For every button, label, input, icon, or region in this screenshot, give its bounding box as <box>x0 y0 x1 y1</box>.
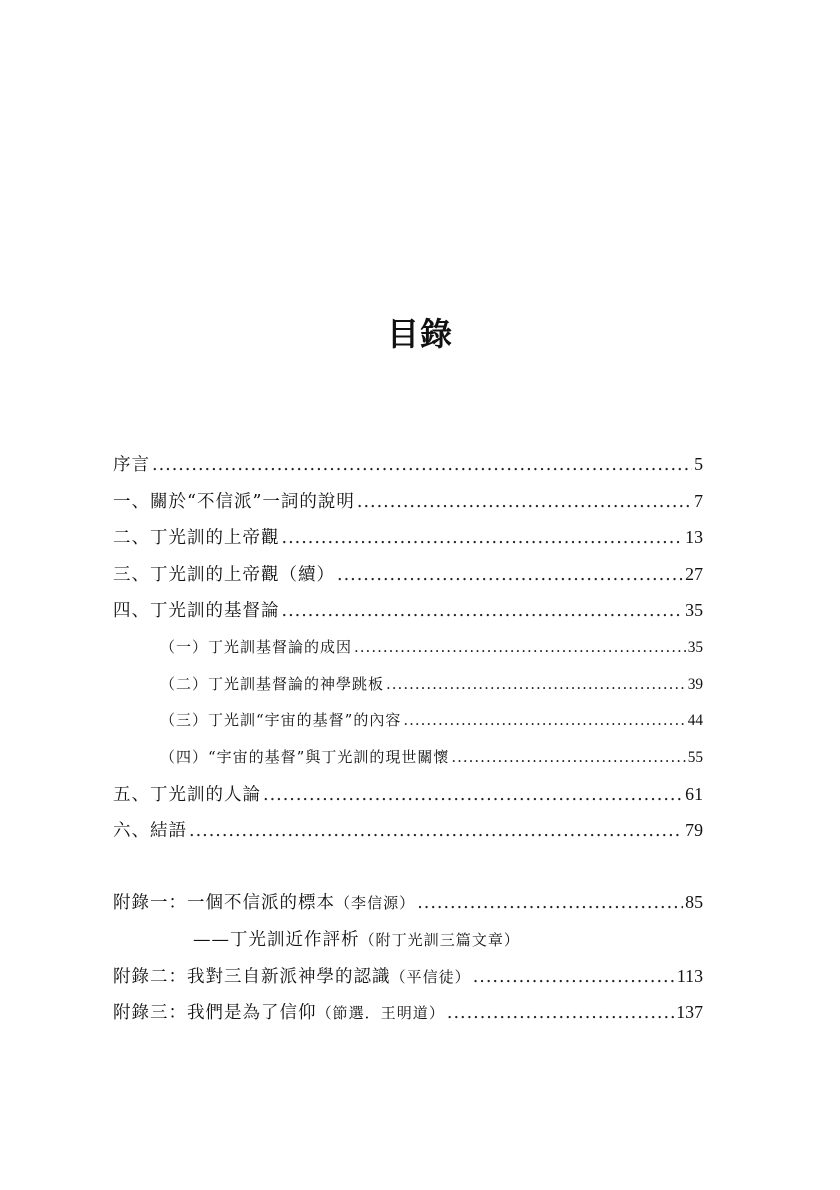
toc-entry-label <box>113 964 471 990</box>
toc-leader-dots <box>354 634 686 660</box>
toc-page-number: 27 <box>685 564 703 584</box>
toc-page-number: 113 <box>676 966 703 986</box>
appendix-author: （李信源） <box>335 894 416 912</box>
toc-entry-label: 四、丁光訓的基督論 <box>113 601 280 621</box>
toc-leader-dots <box>263 782 683 808</box>
appendix-author: （平信徒） <box>390 968 471 986</box>
toc-entry-label <box>113 890 415 916</box>
toc-page-number: 13 <box>685 527 703 547</box>
toc-entry-section-4-2[interactable] <box>160 671 703 697</box>
toc-page-number: 7 <box>694 491 703 511</box>
toc-leader-dots <box>403 707 685 733</box>
toc-leader-dots <box>447 1000 674 1026</box>
toc-leader-dots <box>282 525 684 551</box>
page-title: 目錄 <box>386 315 453 353</box>
toc-leader-dots <box>152 452 692 478</box>
toc-entry-preface[interactable] <box>113 451 703 477</box>
toc-entry-label: 五、丁光訓的人論 <box>113 785 261 805</box>
toc-leader-dots <box>337 562 683 588</box>
toc-entry-chapter-2[interactable] <box>113 524 703 550</box>
toc-entry-appendix-2[interactable] <box>113 963 703 989</box>
toc-entry-chapter-3[interactable] <box>113 561 703 587</box>
toc-page-number: 137 <box>676 1002 703 1022</box>
appendix-title: 附錄二：我對三自新派神學的認識 <box>113 967 391 987</box>
toc-leader-dots <box>451 744 685 770</box>
toc-leader-dots <box>282 598 684 624</box>
toc-entry-chapter-4[interactable] <box>113 597 703 623</box>
toc-page-number: 35 <box>685 600 703 620</box>
toc-entry-label: 二、丁光訓的上帝觀 <box>113 528 280 548</box>
toc-page-number: 44 <box>687 712 703 729</box>
toc-page-number: 55 <box>687 749 703 766</box>
toc-page-number: 79 <box>685 820 703 840</box>
appendix-1-subtitle <box>193 927 520 953</box>
toc-page-number: 85 <box>685 892 703 912</box>
toc-entry-appendix-3[interactable] <box>113 999 703 1025</box>
toc-page-number: 35 <box>687 639 703 656</box>
toc-entry-label: 一、關於“不信派”一詞的說明 <box>113 492 355 512</box>
toc-entry-label: （三）丁光訓“宇宙的基督”的內容 <box>160 711 402 729</box>
toc-entry-label: （四）“宇宙的基督”與丁光訓的現世關懷 <box>160 748 450 766</box>
toc-entry-section-4-3[interactable] <box>160 707 703 733</box>
toc-entry-label: 序言 <box>113 455 150 475</box>
toc-leader-dots <box>386 671 686 697</box>
toc-entry-label: （一）丁光訓基督論的成因 <box>160 638 353 656</box>
toc-entry-section-4-4[interactable] <box>160 744 703 770</box>
toc-entry-label <box>113 1000 445 1026</box>
toc-leader-dots <box>417 890 683 916</box>
toc-entry-label: 三、丁光訓的上帝觀（續） <box>113 565 335 585</box>
appendix-title: 附錄一：一個不信派的標本 <box>113 893 335 913</box>
toc-entry-chapter-1[interactable] <box>113 488 703 514</box>
toc-entry-section-4-1[interactable] <box>160 634 703 660</box>
toc-entry-chapter-6[interactable] <box>113 817 703 843</box>
toc-entry-label: （二）丁光訓基督論的神學跳板 <box>160 675 385 693</box>
appendix-subtitle-main: ——丁光訓近作評析 <box>193 930 360 950</box>
toc-entry-label: 六、結語 <box>113 821 187 841</box>
toc-page-number: 39 <box>687 676 703 693</box>
toc-leader-dots <box>357 489 692 515</box>
toc-leader-dots <box>473 964 675 990</box>
appendix-subtitle-note: （附丁光訓三篇文章） <box>359 931 520 949</box>
toc-leader-dots <box>189 818 683 844</box>
appendix-title: 附錄三：我們是為了信仰 <box>113 1003 317 1023</box>
toc-page-number: 61 <box>685 784 703 804</box>
appendix-author: （節選．王明道） <box>316 1004 445 1022</box>
toc-entry-chapter-5[interactable] <box>113 781 703 807</box>
toc-entry-appendix-1[interactable] <box>113 889 703 915</box>
toc-page-number: 5 <box>694 454 703 474</box>
